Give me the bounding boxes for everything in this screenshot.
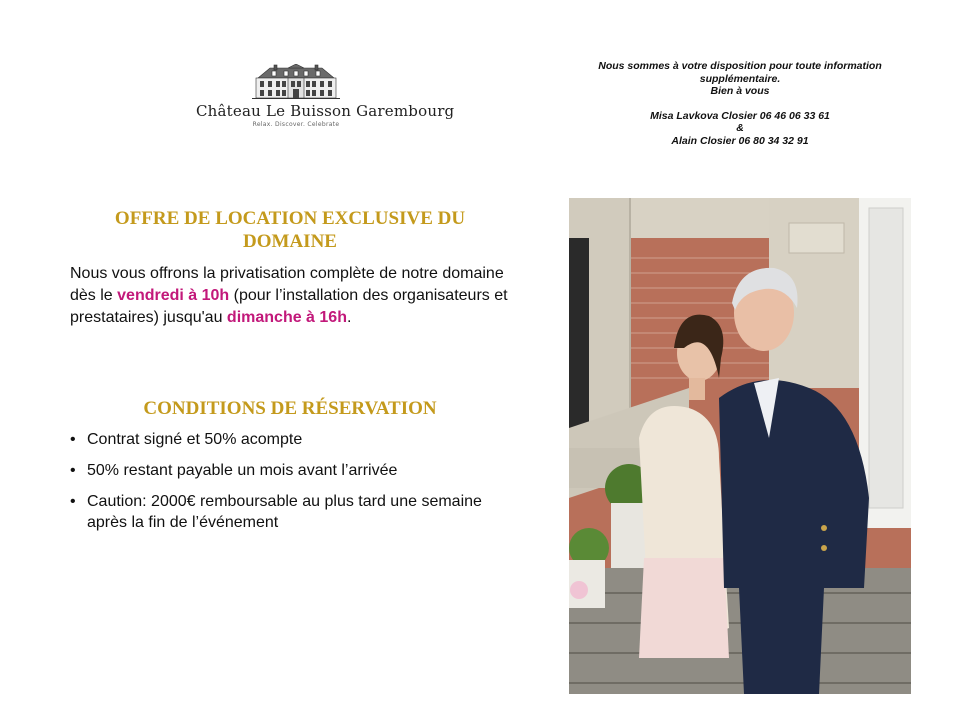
- conditions-title: CONDITIONS DE RÉSERVATION: [143, 398, 437, 419]
- condition-text: 50% restant payable un mois avant l’arrivée: [87, 462, 398, 479]
- list-item: [70, 491, 510, 533]
- offer-highlight-start: vendredi à 10h: [117, 287, 230, 304]
- condition-text: Caution: 2000€ remboursable au plus tard une semaine après la fin de l’événement: [87, 493, 482, 531]
- contact-person-1: Misa Lavkova Closier 06 46 06 33 61: [650, 109, 830, 122]
- offer-text-part-3: .: [346, 309, 352, 326]
- offer-title-line-2: DOMAINE: [243, 231, 337, 252]
- bullet-icon: •: [70, 431, 76, 448]
- logo-tagline: Relax. Discover. Celebrate: [252, 121, 340, 128]
- offer-text-part-2: (pour l’installation des organisateurs et prestataires) jusqu'au: [70, 287, 508, 326]
- contact-line-1: Nous sommes à votre disposition pour toute information: [598, 60, 882, 72]
- offer-highlight-end: dimanche à 16h: [226, 309, 347, 326]
- list-item: [70, 429, 510, 450]
- chateau-logo: [196, 64, 455, 128]
- couple-photo: [569, 198, 911, 694]
- offer-description: [70, 263, 510, 329]
- contact-info: [580, 60, 900, 147]
- couple-photo-illustration: [569, 198, 911, 694]
- contact-ampersand: &: [736, 122, 744, 134]
- bullet-icon: •: [70, 493, 76, 510]
- logo-name: Château Le Buisson Garembourg: [196, 102, 455, 120]
- contact-line-2: supplémentaire.: [699, 72, 781, 85]
- list-item: [70, 460, 510, 481]
- chateau-building-icon: [250, 64, 342, 100]
- bullet-icon: •: [70, 462, 76, 479]
- condition-text: Contrat signé et 50% acompte: [87, 431, 303, 448]
- conditions-list: [70, 429, 510, 543]
- offer-title-line-1: OFFRE DE LOCATION EXCLUSIVE DU: [114, 208, 466, 229]
- contact-line-3: Bien à vous: [710, 85, 770, 97]
- offer-text-part-1: Nous vous offrons la privatisation complète de notre domaine dès le: [70, 265, 504, 304]
- contact-person-2: Alain Closier 06 80 34 32 91: [671, 134, 809, 147]
- offer-title: [80, 207, 500, 253]
